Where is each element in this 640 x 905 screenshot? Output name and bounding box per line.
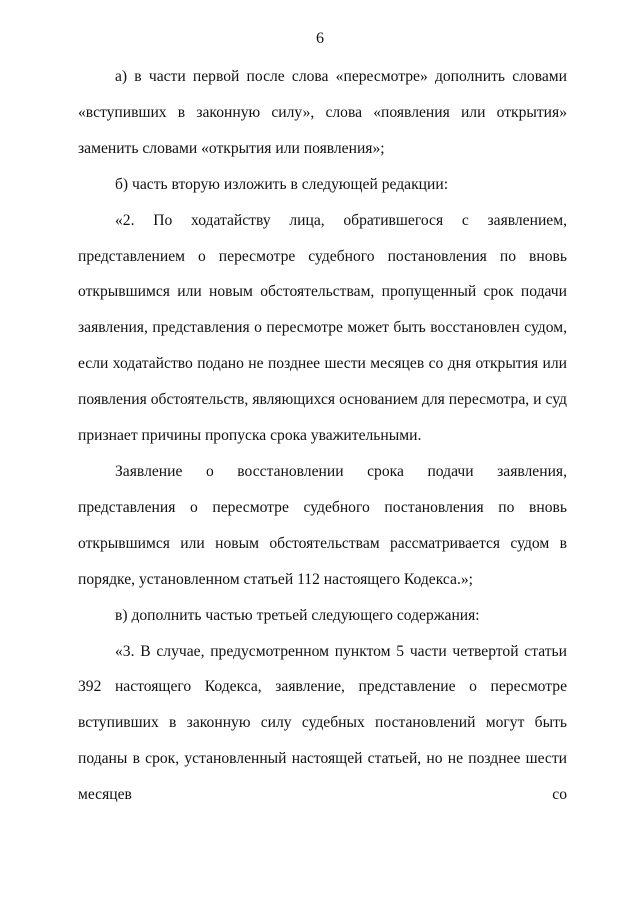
paragraph-item-a: а) в части первой после слова «пересмотре» дополнить словами «вступивших в законную силу», слова «появления или открытия» заменить словами «открытия или появления»; — [78, 68, 567, 157]
paragraph-restoration-statement: Заявление о восстановлении срока подачи заявления, представления о пересмотре судебного постановления по вновь открывшимся или новым обстоятельствам рассматривается судом в порядке, установленном статьей 112 настоящего Кодекса.»; — [78, 462, 567, 588]
paragraph-item-b: б) часть вторую изложить в следующей редакции: — [115, 175, 449, 193]
document-body — [78, 59, 567, 813]
page-number: 6 — [316, 30, 324, 47]
paragraph-item-v: в) дополнить частью третьей следующего содержания: — [115, 606, 480, 624]
paragraph-part-3: «3. В случае, предусмотренном пунктом 5 части четвертой статьи 392 настоящего Кодекса, заявление, представление о пересмотре вступивших в законную силу судебных постановлений могут быть поданы в срок, установленный настоящей статьей, но не позднее шести месяцев со — [78, 642, 567, 804]
paragraph-part-2: «2. По ходатайству лица, обратившегося с заявлением, представлением о пересмотре судебного постановления по вновь открывшимся или новым обстоятельствам, пропущенный срок подачи заявления, представления о пересмотре может быть восстановлен судом, если ходатайство подано не позднее шести месяцев со дня открытия или появления обстоятельств, являющихся основанием для пересмотра, и суд признает причины пропуска срока уважительными. — [78, 211, 567, 445]
